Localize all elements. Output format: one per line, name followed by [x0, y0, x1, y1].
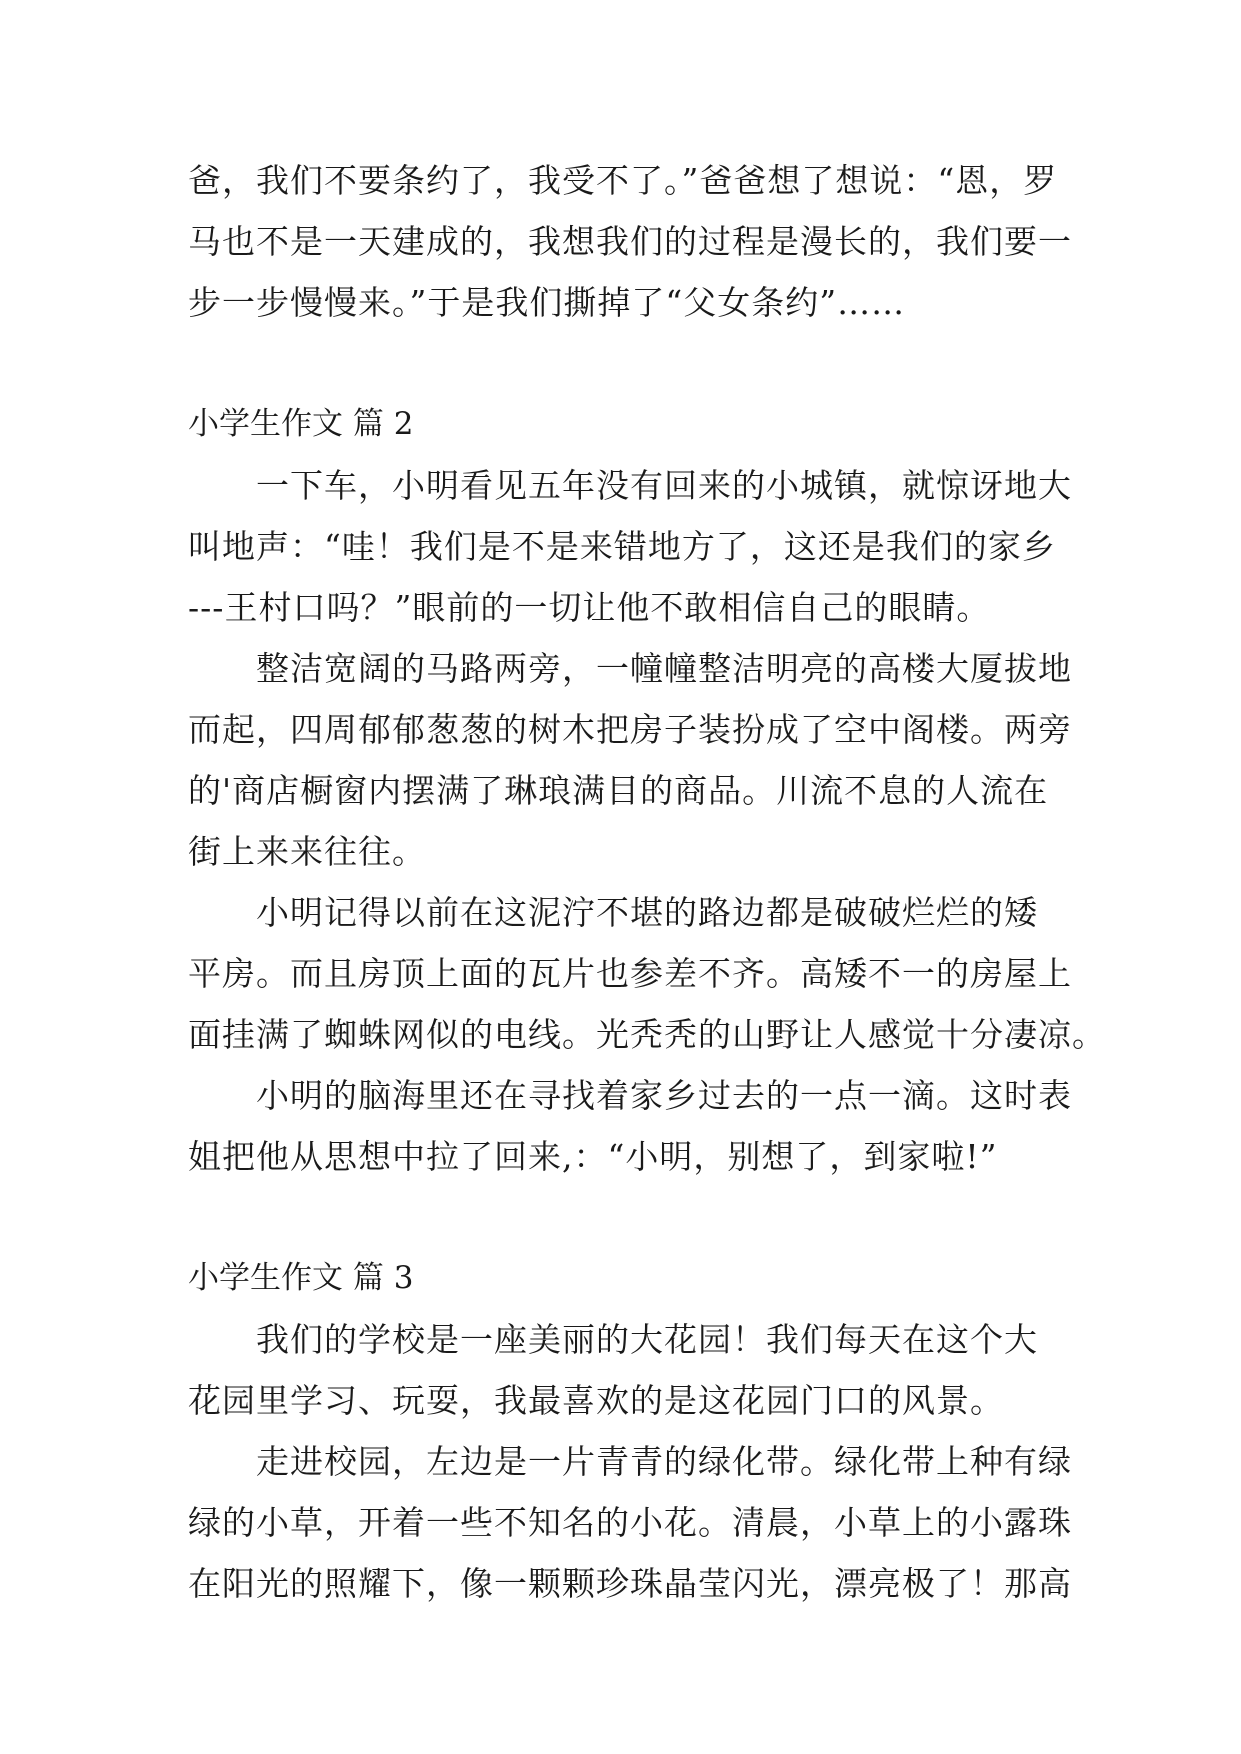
- text-line: 姐把他从思想中拉了回来,：“小明，别想了，到家啦!”: [188, 1137, 998, 1176]
- text-line: 的'商店橱窗内摆满了琳琅满目的商品。川流不息的人流在: [188, 771, 1049, 810]
- text-line: ---王村口吗？”眼前的一切让他不敢相信自己的眼睛。: [188, 588, 991, 627]
- text-line: 绿的小草，开着一些不知名的小花。清晨，小草上的小露珠: [188, 1503, 1072, 1542]
- paragraph: [188, 1309, 1058, 1431]
- text-line: 街上来来往往。: [188, 832, 426, 871]
- paragraph: [188, 882, 1106, 1065]
- document-page: [188, 150, 1106, 1614]
- essay-section-3: [188, 1248, 1072, 1614]
- text-line: 在阳光的照耀下，像一颗颗珍珠晶莹闪光，漂亮极了！那高: [188, 1564, 1072, 1603]
- section-heading: 小学生作文 篇 3: [188, 1260, 414, 1296]
- text-line: 一下车，小明看见五年没有回来的小城镇，就惊讶地大: [256, 466, 1072, 505]
- text-line: 走进校园，左边是一片青青的绿化带。绿化带上种有绿: [256, 1442, 1072, 1481]
- text-line: 爸，我们不要条约了，我受不了。”爸爸想了想说：“恩，罗: [188, 161, 1058, 200]
- text-line: 整洁宽阔的马路两旁，一幢幢整洁明亮的高楼大厦拔地: [256, 649, 1072, 688]
- paragraph: [188, 638, 1072, 882]
- text-line: 花园里学习、玩耍，我最喜欢的是这花园门口的风景。: [188, 1381, 1004, 1420]
- text-line: 小明的脑海里还在寻找着家乡过去的一点一滴。这时表: [256, 1076, 1072, 1115]
- text-line: 马也不是一天建成的，我想我们的过程是漫长的，我们要一: [188, 222, 1072, 261]
- text-line: 我们的学校是一座美丽的大花园！我们每天在这个大: [256, 1320, 1038, 1359]
- text-line: 平房。而且房顶上面的瓦片也参差不齐。高矮不一的房屋上: [188, 954, 1072, 993]
- text-line: 叫地声：“哇！我们是不是来错地方了，这还是我们的家乡: [188, 527, 1056, 566]
- essay-section-2: [188, 394, 1106, 1187]
- paragraph: [188, 1431, 1072, 1614]
- intro-paragraph: [188, 150, 1072, 333]
- section-heading: 小学生作文 篇 2: [188, 406, 414, 442]
- text-line: 步一步慢慢来。”于是我们撕掉了“父女条约”……: [188, 283, 906, 322]
- paragraph: [188, 1065, 1072, 1187]
- text-line: 小明记得以前在这泥泞不堪的路边都是破破烂烂的矮: [256, 893, 1038, 932]
- text-line: 而起，四周郁郁葱葱的树木把房子装扮成了空中阁楼。两旁: [188, 710, 1072, 749]
- paragraph: [188, 455, 1072, 638]
- text-line: 面挂满了蜘蛛网似的电线。光秃秃的山野让人感觉十分凄凉。: [188, 1015, 1106, 1054]
